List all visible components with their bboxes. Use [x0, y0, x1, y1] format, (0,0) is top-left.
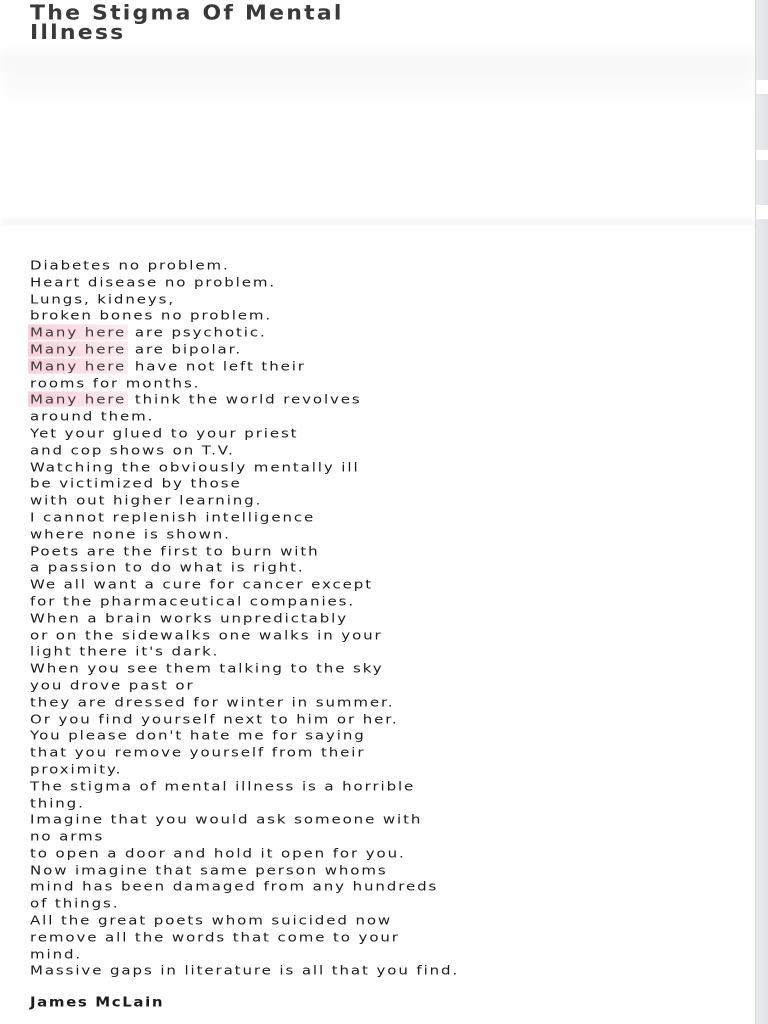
poem-line-text: Watching the obviously mentally ill: [30, 458, 360, 475]
poem-line: [30, 712, 740, 726]
poem-line-text: Imagine that you would ask someone with: [30, 811, 423, 828]
poem-line-text: remove all the words that come to your: [30, 929, 400, 945]
poem-line: [30, 258, 740, 272]
poem-line-text: Now imagine that same person whoms: [30, 862, 388, 878]
highlighted-phrase: Many here: [30, 341, 127, 357]
poem-line: [30, 913, 740, 927]
poem-line: [30, 661, 740, 675]
poem-line: [30, 745, 740, 759]
poem-line: [30, 409, 740, 423]
poem-line: [30, 393, 740, 407]
poem-body: [30, 257, 740, 979]
poem-line-text: of things.: [30, 895, 120, 911]
poem-line: [30, 527, 740, 541]
poem-line: [30, 561, 740, 575]
poem-line-text: broken bones no problem.: [30, 307, 273, 324]
poem-line-text: to open a door and hold it open for you.: [30, 845, 406, 861]
page-edge-mark: [756, 205, 768, 219]
poem-line-text: no arms: [30, 828, 105, 844]
poem-line-text: Yet your glued to your priest: [30, 425, 299, 441]
poem-line-text: We all want a cure for cancer except: [30, 576, 374, 592]
poem-line: [30, 678, 740, 692]
poem-line-text: Lungs, kidneys,: [30, 291, 176, 307]
poem-line: [30, 695, 740, 709]
poem-line: [30, 359, 740, 373]
poem-line-text: with out higher learning.: [30, 492, 263, 508]
poem-line: [30, 796, 740, 810]
poem-title: [30, 4, 730, 43]
poem-line: [30, 779, 740, 793]
poem-line: [30, 846, 740, 860]
page-edge-mark: [756, 150, 768, 160]
poem-line: [30, 964, 740, 978]
page-edge-mark: [756, 80, 768, 94]
poem-title-line-1: The Stigma Of Mental: [30, 2, 344, 26]
poem-line-text: light there it's dark.: [30, 643, 220, 660]
poem-line-text: The stigma of mental illness is a horrible: [30, 778, 416, 794]
poem-line-text: When you see them talking to the sky: [30, 660, 384, 676]
poem-line: [30, 813, 740, 827]
highlighted-phrase: Many here: [30, 391, 127, 408]
poem-line-text: All the great poets whom suicided now: [30, 912, 393, 928]
poem-title-line-2: Illness: [30, 21, 126, 45]
poem-line: [30, 762, 740, 776]
poem-line-text: and cop shows on T.V.: [30, 442, 235, 458]
poem-line: [30, 577, 740, 591]
poem-line-text: rooms for months.: [30, 374, 201, 391]
poem-line: [30, 443, 740, 457]
poem-line-text: have not left their: [128, 358, 306, 374]
poem-line: [30, 477, 740, 491]
poem-line-text: Diabetes no problem.: [30, 257, 230, 273]
poem-line-text: they are dressed for winter in summer.: [30, 694, 395, 710]
poem-line-text: mind has been damaged from any hundreds: [30, 878, 439, 895]
poem-line: [30, 426, 740, 440]
poem-line-text: thing.: [30, 794, 85, 811]
page-edge-strip: [755, 0, 768, 1024]
poem-line-text: You please don't hate me for saying: [30, 727, 366, 744]
poem-line: [30, 510, 740, 524]
poem-line: [30, 325, 740, 339]
poem-line: [30, 594, 740, 608]
poem-line-text: I cannot replenish intelligence: [30, 509, 316, 525]
poem-line-text: you drove past or: [30, 677, 195, 693]
faded-divider: [0, 220, 756, 224]
poem-line: [30, 880, 740, 894]
poem-line: [30, 729, 740, 743]
poem-line-text: be victimized by those: [30, 475, 242, 492]
poem-line: [30, 460, 740, 474]
highlighted-phrase: Many here: [30, 324, 127, 340]
poem-author: James McLain: [30, 994, 165, 1011]
poem-line: [30, 863, 740, 877]
poem-line: [30, 628, 740, 642]
poem-line: [30, 897, 740, 911]
poem-line-text: are psychotic.: [128, 324, 267, 340]
faded-header-area: [0, 52, 756, 112]
poem-line: [30, 309, 740, 323]
poem-line: [30, 376, 740, 390]
poem-line-text: think the world revolves: [128, 391, 362, 408]
poem-line: [30, 611, 740, 625]
poem-line-text: Or you find yourself next to him or her.: [30, 710, 399, 727]
poem-line-text: a passion to do what is right.: [30, 559, 305, 576]
poem-line-text: or on the sidewalks one walks in your: [30, 626, 383, 643]
poem-line: [30, 493, 740, 507]
poem-line-text: are bipolar.: [128, 341, 242, 357]
poem-line-text: for the pharmaceutical companies.: [30, 593, 356, 609]
poem-line: [30, 829, 740, 843]
poem-line-text: When a brain works unpredictably: [30, 610, 348, 626]
poem-line: [30, 544, 740, 558]
poem-line-text: that you remove yourself from their: [30, 744, 366, 760]
poem-line: [30, 930, 740, 944]
poem-line: [30, 342, 740, 356]
poem-line-text: where none is shown.: [30, 526, 231, 542]
poem-line: [30, 947, 740, 961]
highlighted-phrase: Many here: [30, 358, 127, 374]
poem-line-text: Massive gaps in literature is all that you find.: [30, 962, 460, 979]
poem-line: [30, 292, 740, 306]
poem-line-text: mind.: [30, 946, 83, 962]
poem-line-text: Poets are the first to burn with: [30, 542, 320, 559]
poem-line-text: proximity.: [30, 761, 123, 777]
poem-line: [30, 275, 740, 289]
poem-line-text: around them.: [30, 408, 155, 424]
poem-line: [30, 645, 740, 659]
poem-line-text: Heart disease no problem.: [30, 274, 277, 290]
